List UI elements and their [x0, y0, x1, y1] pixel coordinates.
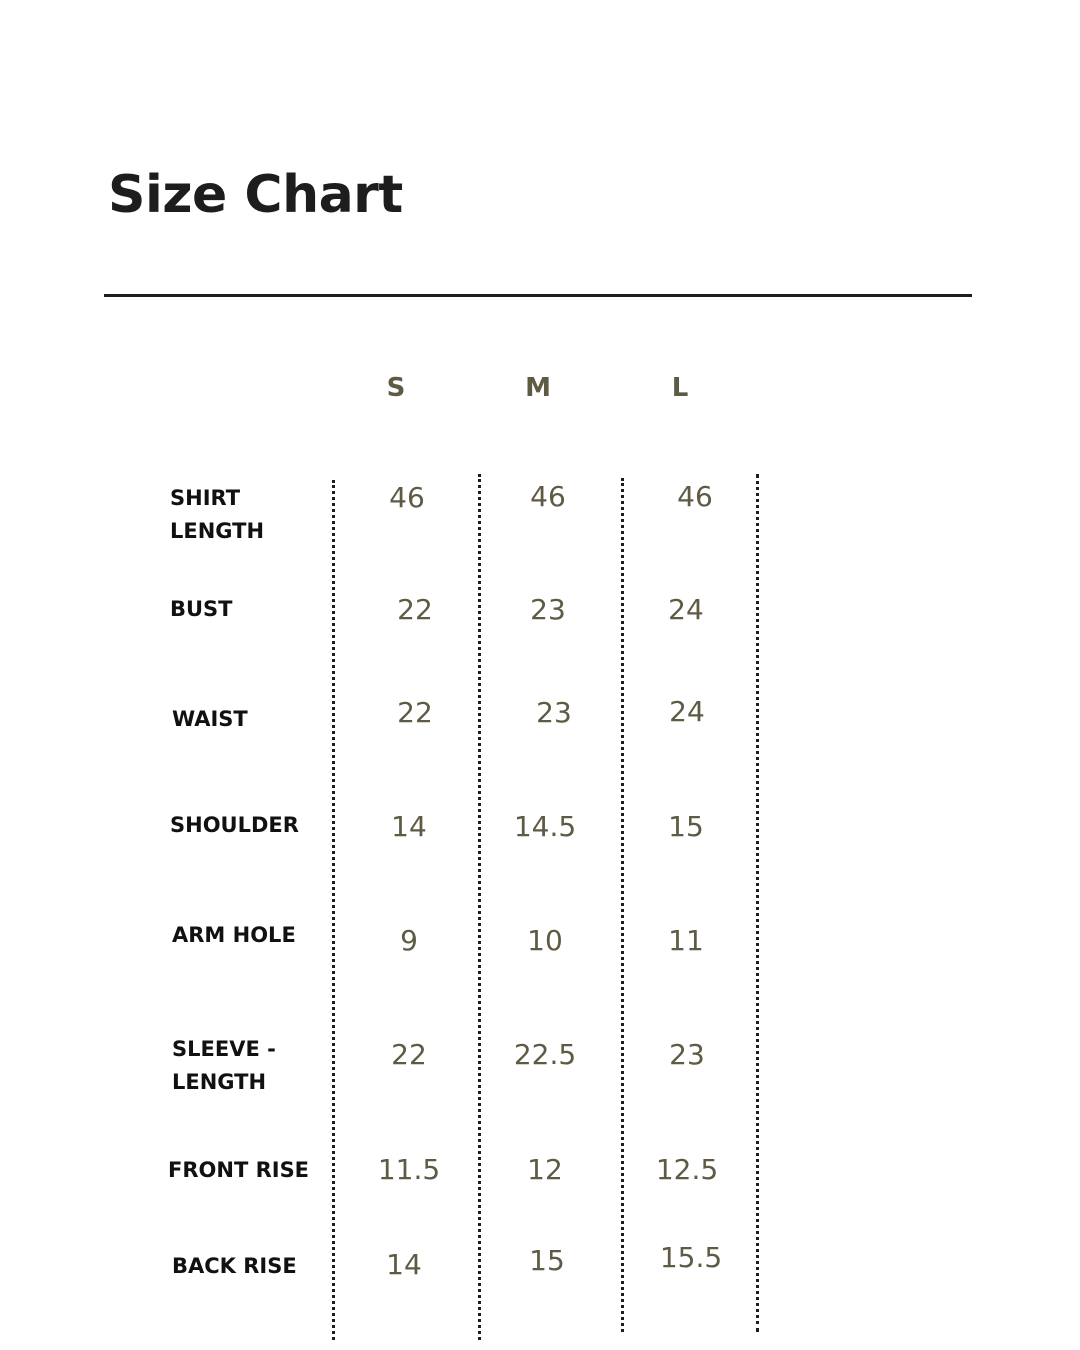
- cell-sleeve-length-m: 22.5: [513, 1038, 577, 1071]
- column-header-l: L: [671, 373, 689, 403]
- row-label-front-rise: [168, 1154, 328, 1187]
- row-label-back-rise: [172, 1250, 332, 1283]
- cell-back-rise-l: 15.5: [659, 1241, 723, 1274]
- cell-bust-m: 23: [530, 593, 566, 626]
- row-label-line: ARM HOLE: [172, 923, 296, 947]
- column-divider: [478, 474, 481, 1340]
- cell-back-rise-m: 15: [529, 1244, 565, 1277]
- row-label-line: FRONT RISE: [168, 1158, 310, 1182]
- cell-waist-m: 23: [536, 696, 572, 729]
- cell-arm-hole-l: 11: [668, 924, 704, 957]
- cell-front-rise-s: 11.5: [377, 1153, 441, 1186]
- cell-shoulder-m: 14.5: [513, 810, 577, 843]
- column-header-m: M: [525, 373, 551, 403]
- cell-bust-l: 24: [668, 593, 704, 626]
- row-label-waist: [172, 703, 332, 736]
- row-label-line: LENGTH: [172, 1070, 267, 1094]
- row-label-line: LENGTH: [170, 519, 265, 543]
- row-label-arm-hole: [172, 919, 332, 952]
- row-label-line: BUST: [170, 597, 233, 621]
- row-label-line: SHOULDER: [170, 813, 299, 837]
- column-divider: [332, 480, 335, 1340]
- cell-shirt-length-m: 46: [530, 480, 566, 513]
- cell-waist-s: 22: [397, 696, 433, 729]
- cell-front-rise-m: 12: [527, 1153, 563, 1186]
- cell-bust-s: 22: [397, 593, 433, 626]
- row-label-bust: [170, 593, 330, 626]
- cell-arm-hole-m: 10: [527, 924, 563, 957]
- cell-shoulder-l: 15: [668, 810, 704, 843]
- row-label-line: SLEEVE -: [172, 1037, 276, 1061]
- cell-shoulder-s: 14: [391, 810, 427, 843]
- cell-arm-hole-s: 9: [400, 924, 418, 957]
- cell-sleeve-length-s: 22: [391, 1038, 427, 1071]
- row-label-sleeve-length: [172, 1033, 332, 1099]
- cell-sleeve-length-l: 23: [669, 1038, 705, 1071]
- cell-front-rise-l: 12.5: [655, 1153, 719, 1186]
- cell-shirt-length-s: 46: [389, 481, 425, 514]
- column-divider: [756, 474, 759, 1332]
- row-label-line: BACK RISE: [172, 1254, 297, 1278]
- cell-waist-l: 24: [669, 695, 705, 728]
- title-divider: [104, 294, 972, 297]
- column-divider: [621, 478, 624, 1332]
- page-title: Size Chart: [108, 165, 403, 225]
- row-label-line: SHIRT: [170, 486, 241, 510]
- row-label-shirt-length: [170, 482, 330, 548]
- cell-shirt-length-l: 46: [677, 480, 713, 513]
- cell-back-rise-s: 14: [386, 1248, 422, 1281]
- column-header-s: S: [386, 373, 406, 403]
- row-label-line: WAIST: [172, 707, 248, 731]
- row-label-shoulder: [170, 809, 330, 842]
